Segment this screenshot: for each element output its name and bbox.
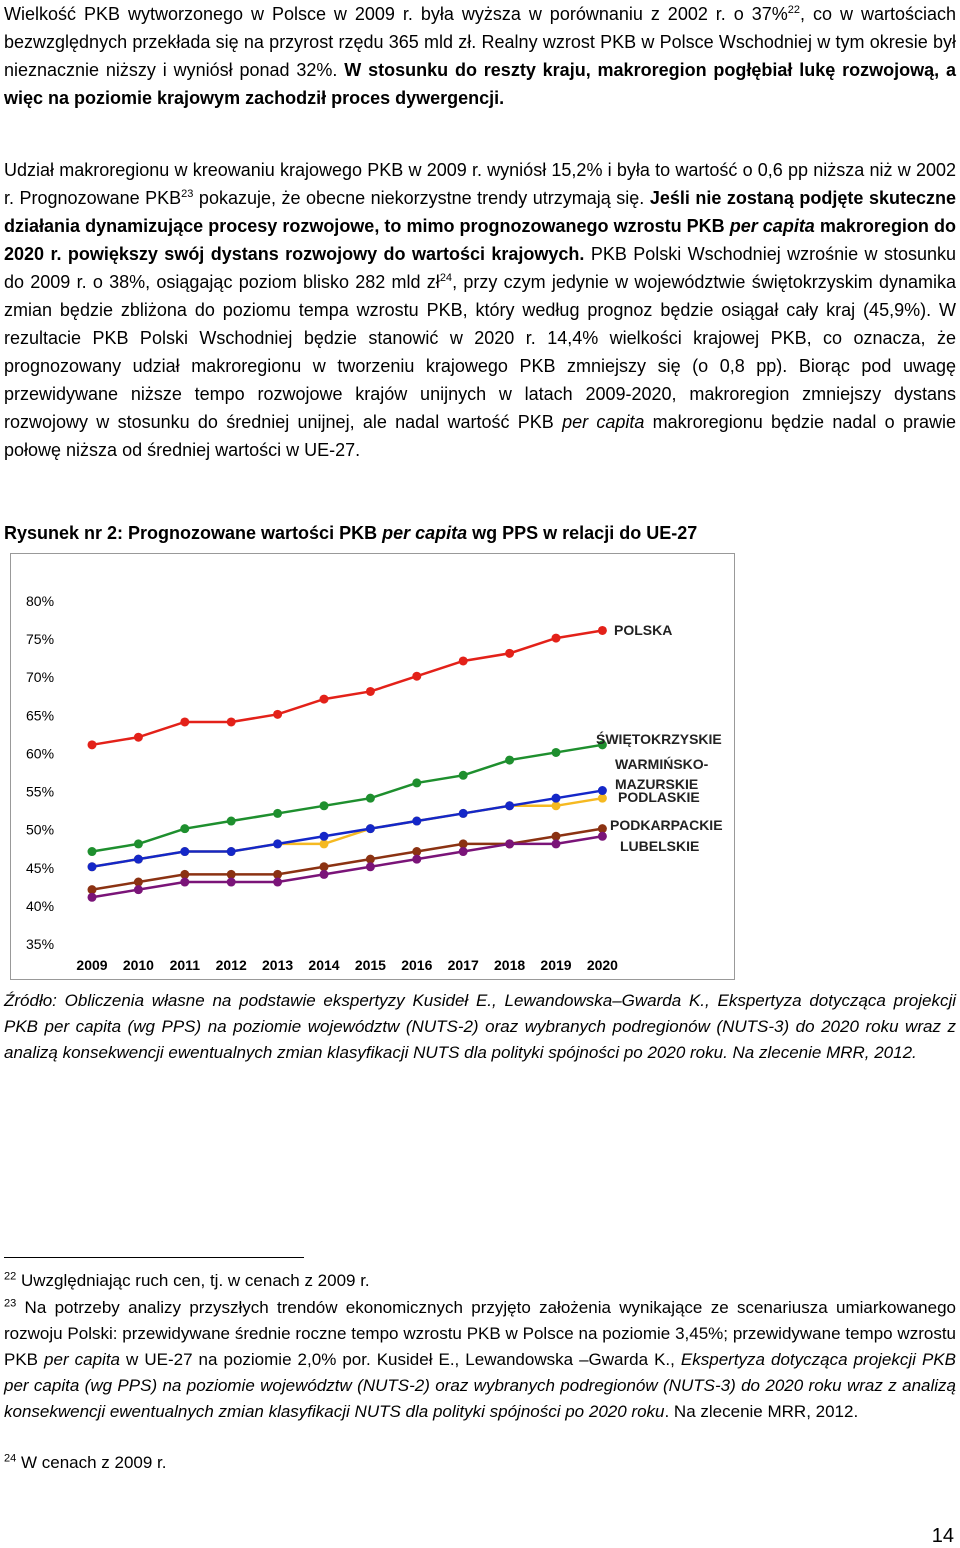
p1-text-b: , co w wartościach bezwzględnych przekłada się na przyrost rzędu 365 mld zł. Realny wzrost PKB w Polsce Wschodniej w tym okresie był nieznacznie niższy i wyniósł ponad 32%.: [4, 4, 956, 80]
y-tick-label: 45%: [26, 859, 55, 876]
data-point: [366, 824, 375, 833]
data-point: [505, 839, 514, 848]
series-label: LUBELSKIE: [620, 838, 700, 854]
data-point: [552, 748, 561, 757]
data-point: [180, 824, 189, 833]
x-tick-label: 2017: [447, 957, 479, 973]
data-point: [552, 794, 561, 803]
fn22-number: 22: [4, 1270, 17, 1283]
footnote-ref-23: 23: [181, 188, 194, 200]
data-point: [134, 839, 143, 848]
data-point: [459, 847, 468, 856]
data-point: [412, 817, 421, 826]
x-tick-label: 2020: [586, 957, 618, 973]
data-point: [273, 839, 282, 848]
x-tick-label: 2018: [494, 957, 526, 973]
p1-text-a: Wielkość PKB wytworzonego w Polsce w 2009 r. była wyższa w porównaniu z 2002 r. o 37%: [4, 4, 788, 24]
data-point: [552, 839, 561, 848]
data-point: [598, 786, 607, 795]
x-tick-label: 2009: [76, 957, 108, 973]
fn23-text-b: w UE-27 na poziomie 2,0% por. Kusideł E., Lewandowska –Gwarda K.,: [120, 1350, 681, 1369]
data-point: [505, 756, 514, 765]
data-point: [366, 687, 375, 696]
x-tick-label: 2013: [262, 957, 294, 973]
p2-text-d: , przy czym jedynie w województwie świętokrzyskim dynamika zmian będzie zbliżona do poziomu tempa wzrostu PKB, który według prognoz będzie osiągał cały kraj (45,9%). W rezultacie PKB Polski Wschodniej będzie stanowić w 2020 r. 14,4% wielkości krajowej PKB, co oznacza, że prognozowany udział makroregionu w tworzeniu krajowego PKB zmniejszy się (o 0,8 pp). Biorąc pod uwagę przewidywane niższe tempo rozwojowe krajów unijnych w latach 2009-2020, makroregion zmniejszy dystans rozwojowy w stosunku do średniej unijnej, ale nadal wartość PKB: [4, 272, 956, 432]
series-label: PODKARPACKIE: [610, 817, 723, 833]
data-point: [366, 794, 375, 803]
x-tick-label: 2015: [354, 957, 386, 973]
p2-text-b: pokazuje, że obecne niekorzystne trendy utrzymają się.: [193, 188, 650, 208]
y-tick-label: 40%: [26, 897, 55, 914]
data-point: [505, 649, 514, 658]
data-point: [505, 801, 514, 810]
data-point: [88, 893, 97, 902]
x-tick-label: 2019: [540, 957, 572, 973]
fn23-italic-2: Ekspertyza dotycząca projekcji PKB per capita (wg PPS) na poziomie województw (NUTS-2) oraz wybranych podregionów (NUTS-3) do 2020 roku wraz z analizą konsekwencji ewentualnych zmian klasyfikacji NUTS dla polityki spójności po 2020 roku: [4, 1350, 956, 1421]
series-label: PODLASKIE: [618, 789, 700, 805]
data-point: [459, 809, 468, 818]
data-point: [552, 634, 561, 643]
data-point: [320, 832, 329, 841]
fn24-text: W cenach z 2009 r.: [16, 1453, 167, 1472]
data-point: [227, 817, 236, 826]
x-tick-label: 2016: [401, 957, 433, 973]
series-label: ŚWIĘTOKRZYSKIE: [596, 731, 722, 747]
footnote-22: [4, 1268, 956, 1294]
y-tick-label: 50%: [26, 821, 55, 838]
chart-svg: [10, 553, 735, 980]
p2-bold-b: makroregion do 2020 r. powiększy swój dystans rozwojowy do wartości krajowych.: [4, 216, 956, 264]
data-point: [459, 656, 468, 665]
data-point: [273, 710, 282, 719]
data-point: [227, 878, 236, 887]
x-tick-label: 2010: [122, 957, 154, 973]
footnote-separator: [4, 1257, 304, 1258]
data-point: [320, 870, 329, 879]
y-tick-label: 60%: [26, 745, 55, 762]
data-point: [88, 847, 97, 856]
p2-bold-italic: per capita: [729, 216, 815, 236]
figure-caption: [4, 523, 697, 544]
data-point: [412, 778, 421, 787]
footnote-ref-22: 22: [787, 4, 801, 16]
data-point: [273, 878, 282, 887]
data-point: [227, 847, 236, 856]
caption-text-b: wg PPS w relacji do UE-27: [467, 523, 698, 543]
caption-italic: per capita: [382, 523, 468, 543]
x-tick-label: 2012: [215, 957, 247, 973]
y-tick-label: 80%: [26, 593, 55, 609]
gdp-chart: [10, 553, 735, 980]
footnote-ref-24: 24: [439, 272, 453, 284]
data-point: [134, 855, 143, 864]
p2-italic: per capita: [562, 412, 645, 432]
data-point: [88, 740, 97, 749]
data-point: [320, 695, 329, 704]
fn23-italic-1: per capita: [44, 1350, 121, 1369]
p2-text-a: Udział makroregionu w kreowaniu krajowego PKB w 2009 r. wyniósł 15,2% i była to wartość o 0,6 pp niższa niż w 2002 r. Prognozowane PKB: [4, 160, 956, 208]
series-label: POLSKA: [614, 622, 673, 638]
p2-text-c: PKB Polski Wschodniej wzrośnie w stosunku do 2009 r. o 38%, osiągając poziom blisko 282 mld zł: [4, 244, 956, 292]
data-point: [227, 717, 236, 726]
data-point: [320, 801, 329, 810]
p2-bold-a: Jeśli nie zostaną podjęte skuteczne działania dynamizujące procesy rozwojowe, to mimo prognozowanego wzrostu PKB: [4, 188, 956, 236]
data-point: [366, 862, 375, 871]
p2-text-e: makroregionu będzie nadal o prawie połowę niższa od średniej wartości w UE-27.: [4, 412, 956, 460]
fn22-text: Uwzględniając ruch cen, tj. w cenach z 2009 r.: [16, 1271, 370, 1290]
data-point: [412, 855, 421, 864]
fn23-text-c: . Na zlecenie MRR, 2012.: [664, 1402, 859, 1421]
footnote-24: [4, 1450, 956, 1476]
series-label: WARMIŃSKO-MAZURSKIE: [615, 756, 709, 792]
data-point: [598, 832, 607, 841]
paragraph-1: [4, 0, 956, 112]
y-tick-label: 55%: [26, 783, 55, 800]
y-tick-label: 35%: [26, 936, 55, 952]
x-tick-label: 2014: [308, 957, 340, 973]
data-point: [273, 809, 282, 818]
paragraph-2: [4, 156, 956, 464]
p1-bold-text: W stosunku do reszty kraju, makroregion pogłębiał lukę rozwojową, a więc na poziomie krajowym zachodził proces dywergencji.: [4, 60, 956, 108]
data-point: [180, 717, 189, 726]
x-tick-label: 2011: [169, 957, 200, 973]
footnote-23: [4, 1295, 956, 1425]
fn23-text-a: Na potrzeby analizy przyszłych trendów ekonomicznych przyjęto założenia wynikające ze scenariusza umiarkowanego rozwoju Polski: przewidywane średnie roczne tempo wzrostu PKB w Polsce na poziomie 3,45%; przewidywane tempo wzrostu PKB: [4, 1298, 956, 1369]
data-point: [88, 862, 97, 871]
y-tick-label: 75%: [26, 631, 55, 648]
data-point: [180, 878, 189, 887]
data-point: [412, 672, 421, 681]
data-point: [134, 885, 143, 894]
y-tick-label: 70%: [26, 669, 55, 686]
caption-text-a: Rysunek nr 2: Prognozowane wartości PKB: [4, 523, 383, 543]
page-number: 14: [931, 1525, 954, 1547]
data-point: [134, 733, 143, 742]
fn23-number: 23: [4, 1297, 17, 1310]
source-note: Źródło: Obliczenia własne na podstawie ekspertyzy Kusideł E., Lewandowska–Gwarda K., Ekspertyza dotycząca projekcji PKB per capita (wg PPS) na poziomie województw (NUTS-2) oraz wybranych podregionów (NUTS-3) do 2020 roku wraz z analizą konsekwencji ewentualnych zmian klasyfikacji NUTS dla polityki spójności po 2020 roku. Na zlecenie MRR, 2012.: [4, 991, 956, 1062]
data-point: [459, 771, 468, 780]
y-tick-label: 65%: [26, 707, 55, 724]
fn24-number: 24: [4, 1452, 17, 1465]
data-point: [180, 847, 189, 856]
data-point: [598, 626, 607, 635]
